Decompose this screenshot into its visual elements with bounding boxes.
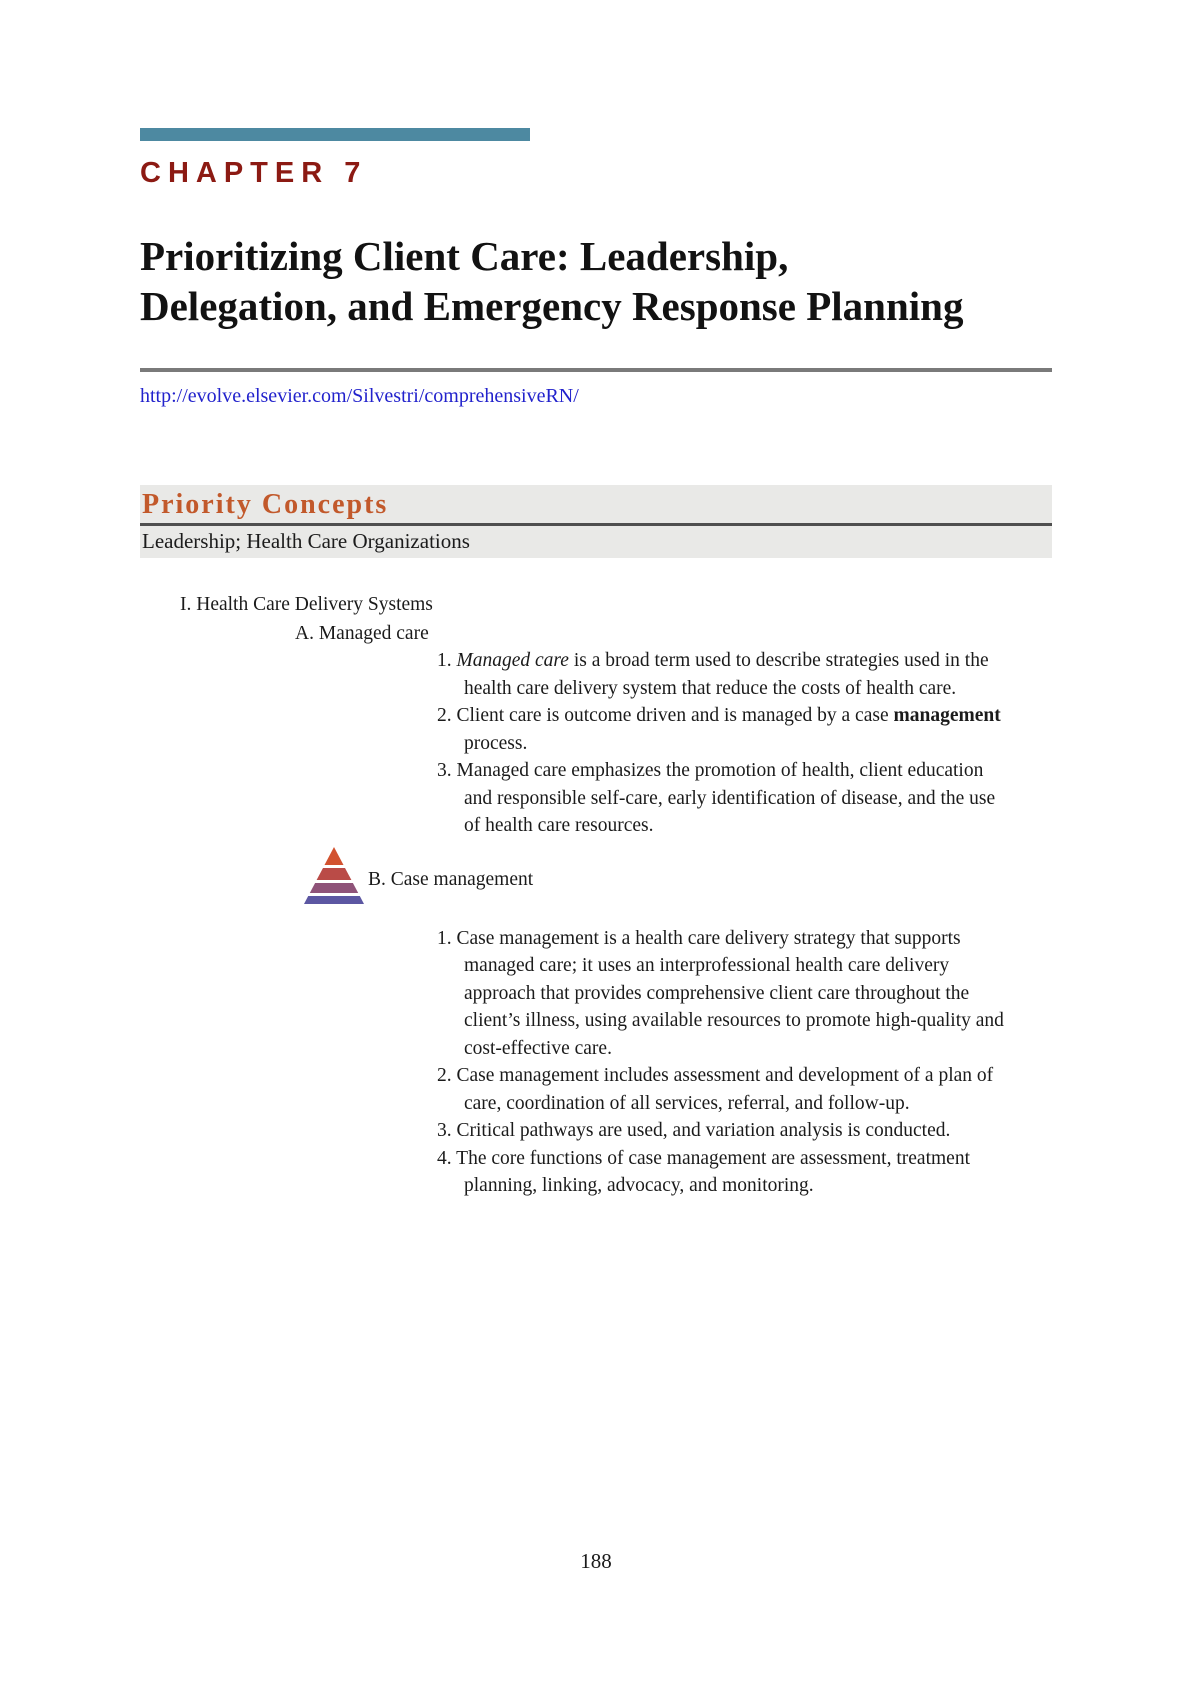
priority-concepts-list: Leadership; Health Care Organizations — [142, 529, 470, 553]
outline-item-list — [437, 647, 1052, 840]
outline-item-text: process. — [464, 732, 528, 754]
outline-item — [437, 757, 1016, 840]
outline-item — [437, 925, 1016, 1063]
outline-item-number: 2. — [437, 1065, 452, 1086]
outline-section-heading — [295, 620, 1052, 648]
priority-pyramid-icon — [303, 846, 365, 904]
outline-item — [437, 1062, 1016, 1117]
outline-item — [437, 702, 1016, 757]
outline-item-text: Case management includes assessment and development of a plan of care, coordination of all services, referral, and follow-up. — [456, 1065, 994, 1114]
outline-roman-title: Health Care Delivery Systems — [196, 594, 433, 615]
outline-item-text: Case management is a health care delivery strategy that supports managed care; it uses an interprofessional health care delivery approach that provides comprehensive client care throughout the client’s illness, using available resources to promote high-quality and cost-effective care. — [456, 927, 1004, 1059]
outline — [140, 591, 1052, 1200]
outline-item-text: is a broad term used to describe strategies used in the health care delivery system that reduce the costs of health care. — [464, 650, 989, 699]
chapter-accent-bar — [140, 128, 530, 141]
page-title: Prioritizing Client Care: Leadership, Delegation, and Emergency Response Planning — [140, 233, 964, 329]
outline-item-list — [437, 925, 1052, 1200]
page-number: 188 — [580, 1549, 612, 1573]
outline-item — [437, 1117, 1016, 1145]
outline-item-text: management — [893, 705, 1001, 726]
outline-item-number: 2. — [437, 705, 452, 726]
outline-section-heading — [295, 866, 1052, 896]
outline-item-number: 4. — [437, 1147, 452, 1169]
outline-section-title: Managed care — [318, 622, 429, 644]
outline-item-text: Critical pathways are used, and variation analysis is conducted. — [456, 1120, 951, 1141]
outline-sections — [140, 620, 1052, 1200]
outline-item-number: 1. — [437, 650, 452, 671]
outline-item-text: The core functions of case management are assessment, treatment planning, linking, advocacy, and monitoring. — [456, 1147, 970, 1196]
outline-section-title: Case management — [390, 868, 534, 890]
outline-item-text: Managed care — [456, 650, 569, 671]
outline-roman-heading — [180, 591, 1052, 619]
outline-item-number: 1. — [437, 927, 452, 949]
outline-item — [437, 647, 1016, 702]
outline-item-number: 3. — [437, 1120, 452, 1141]
outline-section-letter: B. — [368, 868, 386, 890]
outline-item-text: Managed care emphasizes the promotion of health, client education and responsible self-care, early identification of disease, and the use of health care resources. — [456, 760, 996, 836]
outline-roman-label: I. — [180, 594, 192, 615]
outline-item — [437, 1145, 1016, 1200]
outline-item-number: 3. — [437, 760, 452, 781]
evolve-resource-link[interactable]: http://evolve.elsevier.com/Silvestri/comprehensiveRN/ — [140, 385, 579, 407]
page-content — [140, 0, 1052, 1200]
priority-concepts-band — [140, 485, 1052, 558]
priority-concepts-heading: Priority Concepts — [140, 485, 1052, 526]
chapter-label: CHAPTER 7 — [140, 157, 368, 189]
outline-section-letter: A. — [295, 622, 314, 644]
outline-item-text: Client care is outcome driven and is managed by a case — [456, 705, 894, 726]
title-divider — [140, 368, 1052, 372]
